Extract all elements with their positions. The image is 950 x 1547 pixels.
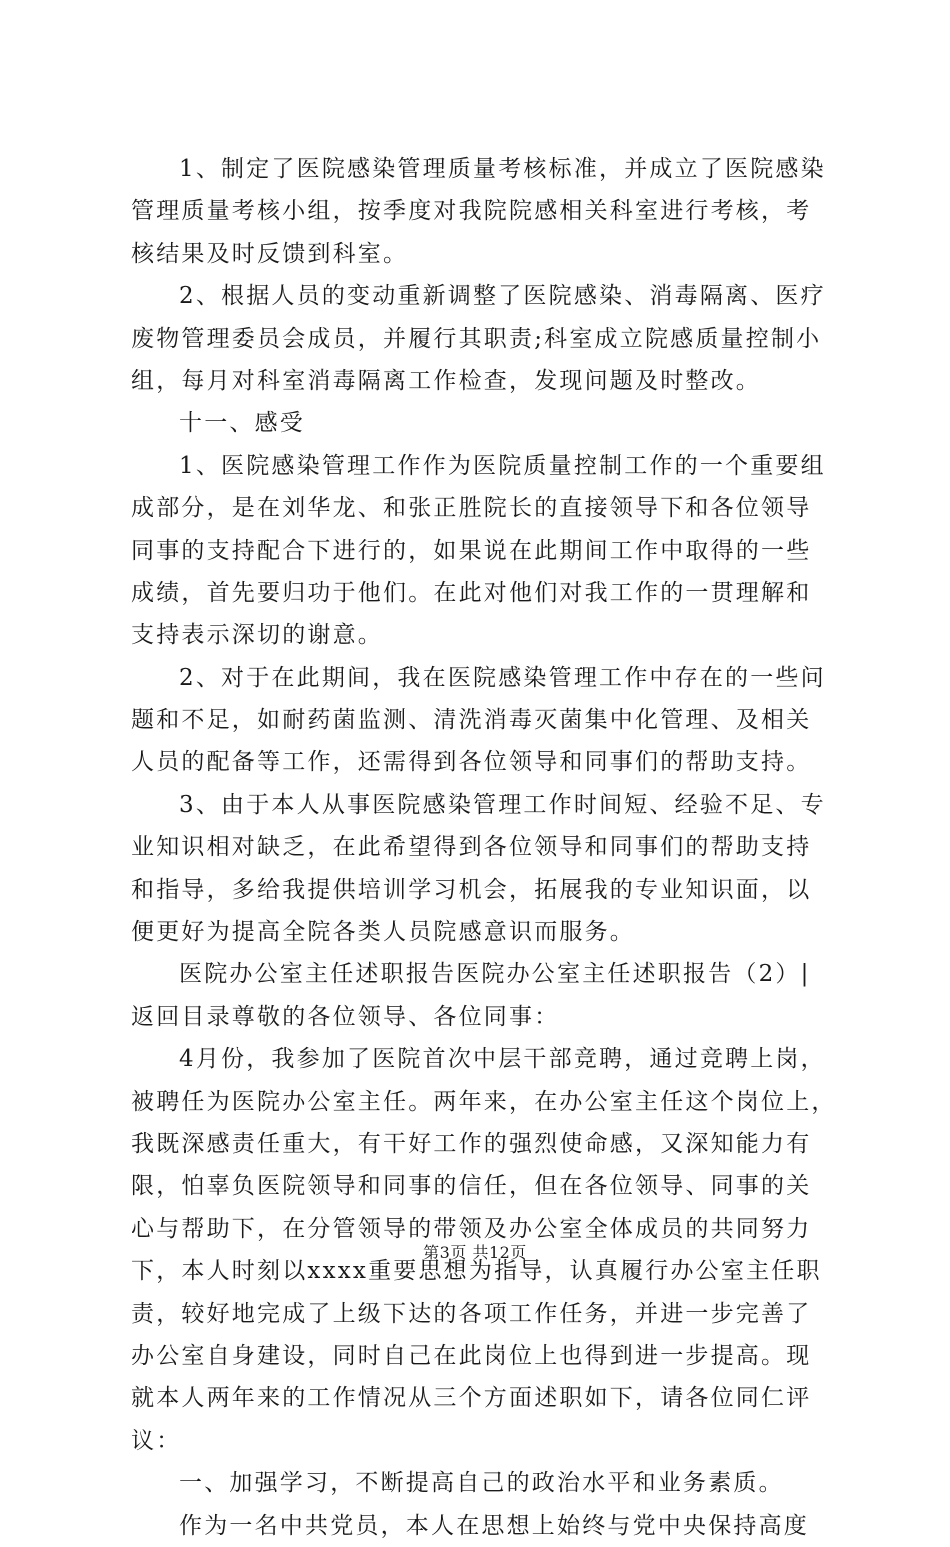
text-line: 议：	[131, 1427, 182, 1454]
text-line: 限，怕辜负医院领导和同事的信任，但在各位领导、同事的关	[131, 1173, 812, 1200]
text-line: 3、由于本人从事医院感染管理工作时间短、经验不足、专	[179, 791, 826, 818]
text-line: 和指导，多给我提供培训学习机会，拓展我的专业知识面，以	[131, 876, 812, 903]
text-line: 我既深感责任重大，有干好工作的强烈使命感，又深知能力有	[131, 1130, 812, 1157]
text-line: 废物管理委员会成员，并履行其职责;科室成立院感质量控制小	[131, 325, 822, 352]
text-line: 业知识相对缺乏，在此希望得到各位领导和同事们的帮助支持	[131, 834, 812, 861]
text-line: 就本人两年来的工作情况从三个方面述职如下，请各位同仁评	[131, 1385, 812, 1412]
text-line: 责，较好地完成了上级下达的各项工作任务，并进一步完善了	[131, 1300, 812, 1327]
text-line: 成绩，首先要归功于他们。在此对他们对我工作的一贯理解和	[131, 579, 812, 606]
text-line: 医院办公室主任述职报告医院办公室主任述职报告（2）|	[179, 961, 811, 988]
text-line: 返回目录尊敬的各位领导、各位同事：	[131, 1003, 560, 1030]
text-line: 十一、感受	[179, 410, 305, 437]
text-line: 人员的配备等工作，还需得到各位领导和同事们的帮助支持。	[131, 749, 812, 776]
text-line: 2、对于在此期间，我在医院感染管理工作中存在的一些问	[179, 664, 826, 691]
text-line: 被聘任为医院办公室主任。两年来，在办公室主任这个岗位上，	[131, 1088, 837, 1115]
text-line: 成部分，是在刘华龙、和张正胜院长的直接领导下和各位领导	[131, 495, 812, 522]
text-line: 便更好为提高全院各类人员院感意识而服务。	[131, 919, 635, 946]
text-line: 题和不足，如耐药菌监测、清洗消毒灭菌集中化管理、及相关	[131, 707, 812, 734]
text-line: 管理质量考核小组，按季度对我院院感相关科室进行考核，考	[131, 198, 812, 225]
text-line: 作为一名中共党员，本人在思想上始终与党中央保持高度	[179, 1512, 809, 1539]
text-line: 一、加强学习，不断提高自己的政治水平和业务素质。	[179, 1470, 784, 1497]
text-line: 下，本人时刻以xxxx重要思想为指导，认真履行办公室主任职	[131, 1258, 822, 1285]
page-footer: 第3页 共12页	[423, 1243, 527, 1262]
text-line: 同事的支持配合下进行的，如果说在此期间工作中取得的一些	[131, 537, 812, 564]
text-line: 4月份，我参加了医院首次中层干部竞聘，通过竞聘上岗，	[179, 1046, 826, 1073]
text-line: 核结果及时反馈到科室。	[131, 240, 409, 267]
text-line: 支持表示深切的谢意。	[131, 622, 383, 649]
text-line: 1、医院感染管理工作作为医院质量控制工作的一个重要组	[179, 452, 826, 479]
text-line: 办公室自身建设，同时自己在此岗位上也得到进一步提高。现	[131, 1342, 812, 1369]
text-line: 组，每月对科室消毒隔离工作检查，发现问题及时整改。	[131, 367, 761, 394]
text-line: 心与帮助下，在分管领导的带领及办公室全体成员的共同努力	[131, 1215, 812, 1242]
text-line: 1、制定了医院感染管理质量考核标准，并成立了医院感染	[179, 156, 826, 182]
document-body	[131, 148, 837, 1547]
text-line: 2、根据人员的变动重新调整了医院感染、消毒隔离、医疗	[179, 283, 826, 310]
